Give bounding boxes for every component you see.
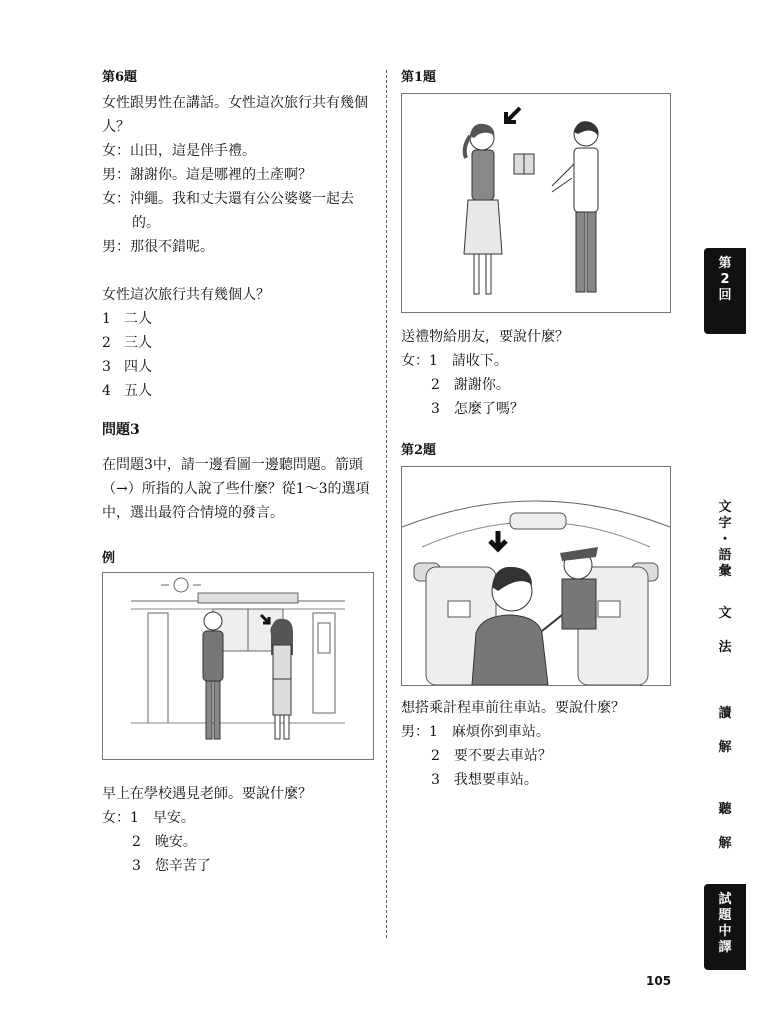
tab-char: 讀 — [718, 706, 732, 721]
q6-intro: 女性跟男性在講話。女性這次旅行共有幾個人？ — [102, 95, 368, 135]
tab-char: 試 — [718, 892, 732, 907]
example-option: 女：1 早安。 — [102, 810, 195, 826]
q6-dialog-line: 女：山田，這是伴手禮。 — [102, 143, 256, 159]
q6-dialog-line: 男：那很不錯呢。 — [102, 239, 214, 255]
tab-char: 中 — [718, 924, 732, 939]
tab-char: 2 — [720, 272, 730, 287]
gift-scene-image — [402, 94, 670, 312]
taxi-scene-image — [402, 467, 670, 685]
example-illustration — [102, 572, 374, 760]
tab-char: 第 — [718, 256, 732, 271]
example-question: 早上在學校遇見老師。要說什麼？ — [102, 786, 312, 802]
q1-title: 第1題 — [401, 70, 437, 85]
section-title: 問題3 — [102, 422, 140, 438]
q2-illustration — [401, 466, 671, 686]
q6-dialog-line: 女：沖繩。我和丈夫還有公公婆婆一起去 — [102, 191, 354, 207]
tab-char: 回 — [718, 288, 732, 303]
tab-char: 解 — [718, 740, 732, 755]
q6-dialog-line: 的。 — [132, 215, 160, 231]
column-divider — [386, 70, 387, 938]
tab-reading — [704, 706, 746, 756]
example-title: 例 — [102, 551, 116, 566]
example-option: 2 晚安。 — [132, 834, 197, 850]
q6-option: 3 四人 — [102, 359, 152, 375]
q2-title: 第2題 — [401, 443, 437, 458]
right-column — [401, 66, 673, 792]
left-column — [102, 66, 374, 878]
section-intro: 在問題3中，請一邊看圖一邊聽問題。箭頭（→）所指的人說了些什麼？從1～3的選項中，選出最符合情境的發言。 — [102, 457, 370, 521]
tab-listening — [704, 802, 746, 852]
q1-option: 3 怎麼了嗎？ — [431, 401, 524, 417]
tab-char: 題 — [718, 908, 732, 923]
q2-option: 3 我想要車站。 — [431, 772, 538, 788]
tab-round-2 — [704, 248, 746, 334]
school-scene-image — [103, 573, 373, 759]
tab-grammar — [704, 606, 746, 656]
tab-char: 文 — [718, 606, 732, 621]
q2-question: 想搭乘計程車前往車站。要說什麼？ — [401, 700, 625, 716]
q6-option: 2 三人 — [102, 335, 152, 351]
q6-option: 4 五人 — [102, 383, 152, 399]
q1-illustration — [401, 93, 671, 313]
tab-char: 文 — [718, 500, 732, 515]
example-option: 3 您辛苦了 — [132, 858, 211, 874]
tab-char: 解 — [718, 836, 732, 851]
tab-translation — [704, 884, 746, 970]
q6-option: 1 二人 — [102, 311, 152, 327]
q2-option: 2 要不要去車站？ — [431, 748, 552, 764]
tab-char: 語 — [718, 548, 732, 563]
q6-title: 第6題 — [102, 70, 138, 85]
q1-option: 2 謝謝你。 — [431, 377, 510, 393]
tab-char: 法 — [718, 640, 732, 655]
tab-char: 彙 — [718, 564, 732, 579]
q2-option: 男：1 麻煩你到車站。 — [401, 724, 550, 740]
q1-question: 送禮物給朋友，要說什麼？ — [401, 329, 569, 345]
tab-char: ・ — [718, 532, 732, 547]
page-number: 105 — [646, 974, 672, 988]
tab-char: 譯 — [718, 940, 732, 955]
q6-dialog-line: 男：謝謝你。這是哪裡的土產啊？ — [102, 167, 312, 183]
tab-char: 聽 — [718, 802, 732, 817]
tab-char: 字 — [718, 516, 732, 531]
q6-question: 女性這次旅行共有幾個人？ — [102, 287, 270, 303]
tab-vocabulary — [704, 500, 746, 580]
q1-option: 女：1 請收下。 — [401, 353, 508, 369]
